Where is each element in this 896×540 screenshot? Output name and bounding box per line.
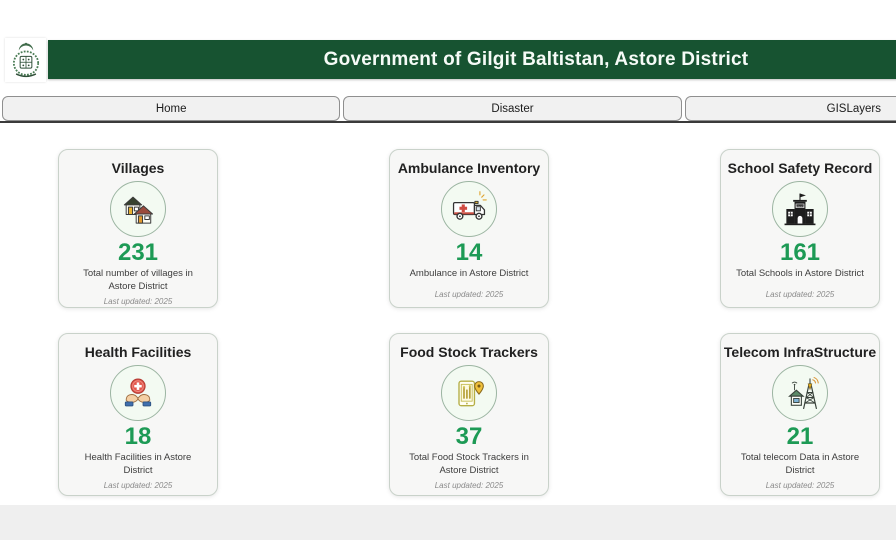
pakistan-state-emblem-icon [8, 40, 44, 80]
header-bar [48, 40, 896, 79]
stat-card-ambulance [389, 149, 549, 308]
telecom-tower-icon [772, 365, 828, 421]
stat-card-food-stock [389, 333, 549, 496]
card-title: Telecom InfraStructure [723, 344, 877, 360]
card-title: School Safety Record [727, 160, 873, 176]
food-stock-tracker-icon [441, 365, 497, 421]
svg-text:SCHOOL: SCHOOL [795, 205, 805, 208]
tab-disaster-label: Disaster [491, 102, 534, 115]
card-title: Food Stock Trackers [400, 344, 538, 360]
stat-card-telecom [720, 333, 880, 496]
stat-cards-grid [58, 149, 880, 496]
page-title: Government of Gilgit Baltistan, Astore District [323, 48, 749, 70]
card-value: 18 [124, 423, 152, 450]
card-last-updated: Last updated: 2025 [103, 480, 173, 490]
tab-gislayers[interactable] [685, 96, 896, 121]
card-description: Health Facilities in Astore District [84, 452, 192, 477]
stat-card-schools [720, 149, 880, 308]
footer-band [0, 505, 896, 540]
card-description: Total Food Stock Trackers in Astore District [409, 452, 529, 477]
card-description: Total telecom Data in Astore District [740, 452, 860, 477]
stat-card-villages [58, 149, 218, 308]
stat-card-health [58, 333, 218, 496]
card-description: Total number of villages in Astore District [83, 268, 193, 293]
card-title: Ambulance Inventory [397, 160, 541, 176]
tab-gislayers-label: GISLayers [826, 102, 881, 115]
villages-icon [110, 181, 166, 237]
card-value: 161 [779, 239, 821, 266]
card-last-updated: Last updated: 2025 [765, 480, 835, 490]
card-last-updated: Last updated: 2025 [103, 296, 173, 306]
government-logo [5, 38, 46, 82]
card-description: Ambulance in Astore District [409, 268, 529, 280]
card-title: Health Facilities [84, 344, 192, 360]
card-value: 21 [786, 423, 814, 450]
card-last-updated: Last updated: 2025 [765, 290, 835, 299]
tab-home-label: Home [155, 102, 187, 115]
card-value: 37 [455, 423, 483, 450]
card-value: 231 [117, 239, 159, 266]
health-hands-cross-icon [110, 365, 166, 421]
card-last-updated: Last updated: 2025 [434, 290, 504, 299]
ambulance-icon [441, 181, 497, 237]
tab-home[interactable] [2, 96, 340, 121]
main-nav [0, 96, 896, 123]
tab-disaster[interactable] [343, 96, 681, 121]
card-value: 14 [455, 239, 483, 266]
card-title: Villages [111, 160, 165, 176]
card-description: Total Schools in Astore District [736, 268, 864, 280]
school-icon [772, 181, 828, 237]
card-last-updated: Last updated: 2025 [434, 480, 504, 490]
